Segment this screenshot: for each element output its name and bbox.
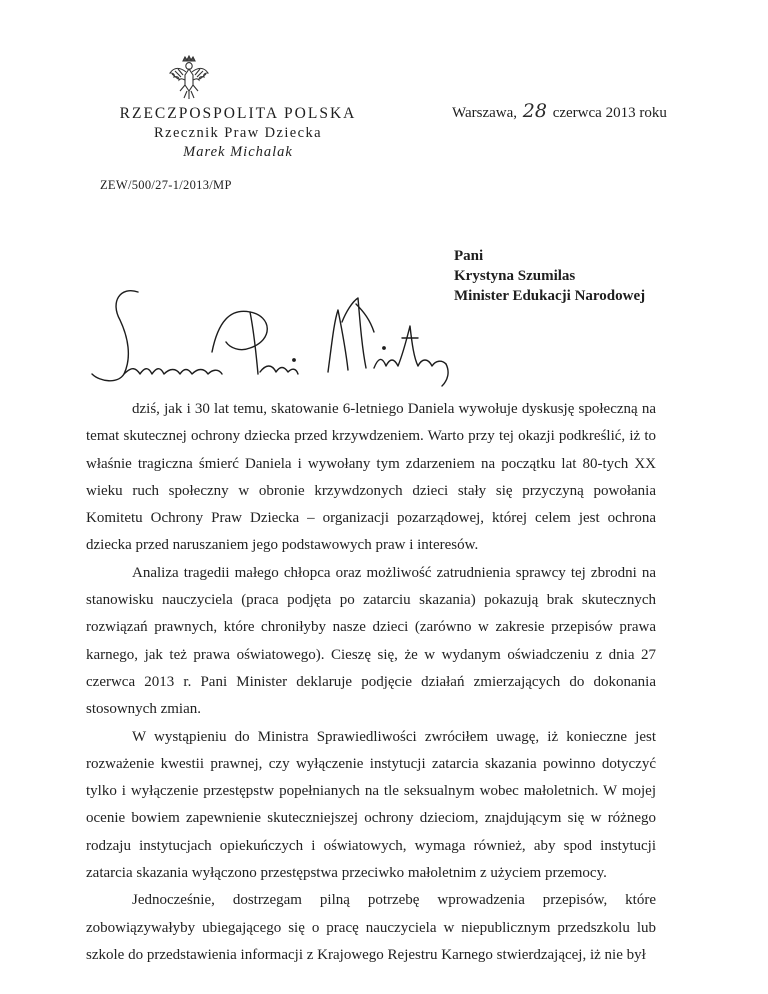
reference-number: ZEW/500/27-1/2013/MP [100, 178, 232, 192]
date-month-year: czerwca 2013 roku [552, 105, 667, 121]
paragraph-1: dziś, jak i 30 lat temu, skatowanie 6-letniego Daniela wywołuje dyskusję społeczną na temat skutecznej ochrony dziecka przed krzywdzeniem. Warto przy tej okazji podkreślić, iż to właśnie tragiczna śmierć Daniela i wywołany tym zdarzeniem na początku lat 80-tych XX wieku ruch społeczny w obronie krzywdzonych dzieci stały się przyczyną powołania Komitetu Ochrony Praw Dziecka – organizacji pozarządowej, której celem jest ochrona dziecka przed naruszaniem jego podstawowych praw i interesów. [86, 401, 656, 554]
institution-name: RZECZPOSPOLITA POLSKA [119, 105, 357, 122]
date-city: Warszawa, [452, 105, 518, 121]
paragraph-3: W wystąpieniu do Ministra Sprawiedliwości zwróciłem uwagę, iż konieczne jest rozważenie kwestii prawnej, czy wyłączenie instytucji zatarcia skazania powinno dotyczyć tylko i wyłączenie przestępstw popełnianych na tle seksualnym wobec małoletnich. W mojej ocenie bowiem zapewnienie skuteczniejszej ochrony dzieciom, znajdującym się w różnego rodzaju instytucjach opiekuńczych i oświatowych, wymaga również, aby spod instytucji zatarcia skazania wyłączono przestępstwa przeciwko małoletnim z użyciem przemocy. [86, 728, 656, 882]
letter-date [452, 100, 667, 122]
white-eagle-emblem-icon [168, 55, 210, 101]
addressee-name: Krystyna Szumilas [454, 268, 576, 284]
office-name: Rzecznik Praw Dziecka [154, 125, 322, 141]
letter-body [86, 396, 656, 969]
addressee-block [454, 246, 645, 306]
sender-name: Marek Michalak [183, 144, 293, 160]
addressee-title: Pani [454, 248, 484, 264]
letterhead [88, 104, 388, 162]
paragraph-4: Jednocześnie, dostrzegam pilną potrzebę wprowadzenia przepisów, które zobowiązywałyby ubiegającego się o pracę nauczyciela w niepublicznym przedszkolu lub szkole do przedstawienia informacji z Krajowego Rejestru Karnego stwierdzającej, iż nie był [86, 892, 656, 963]
addressee-position: Minister Edukacji Narodowej [454, 288, 646, 304]
paragraph-2: Analiza tragedii małego chłopca oraz możliwość zatrudnienia sprawcy tej zbrodni na stanowisku nauczyciela (praca podjęta po zatarciu skazania) pokazują brak skutecznych rozwiązań prawnych, które chroniłyby nasze dzieci (zarówno w zakresie przepisów prawa karnego, jak też prawa oświatowego). Cieszę się, że w wydanym oświadczeniu z dnia 27 czerwca 2013 r. Pani Minister deklaruje podjęcie działań zmierzających do dokonania stosownych zmian. [86, 564, 656, 718]
handwritten-salutation-signature [80, 282, 480, 392]
date-day-handwritten: 28 [522, 100, 547, 122]
